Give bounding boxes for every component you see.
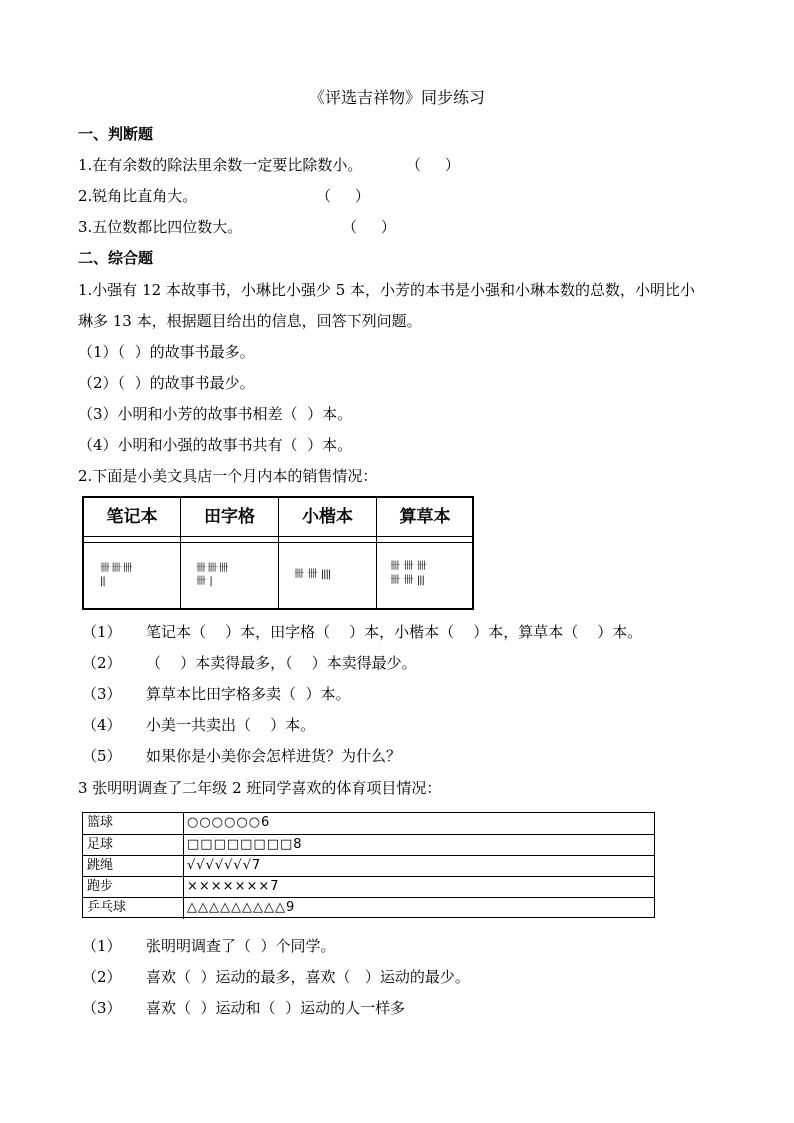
q1-sub-3: （3）小明和小芳的故事书相差（ ）本。 [78,405,353,423]
q2-sub-4-label: （4） [82,716,122,734]
table-row [83,876,654,898]
q1-line2: 琳多 13 本，根据题目给出的信息，回答下列问题。 [78,312,422,330]
q3-sub-2-text: 喜欢（ ）运动的最多，喜欢（ ）运动的最少。 [146,968,470,986]
q2-sub-5-label: （5） [82,747,122,765]
table-row [83,813,654,834]
q2-sub-5-text: 如果你是小美你会怎样进货？为什么？ [146,747,402,765]
sales-table [82,496,474,610]
judge-item-3 [78,217,242,237]
sales-header-small: 小楷本 [302,507,353,527]
sport-marks: ○○○○○○6 [187,815,271,830]
section2-heading: 二、综合题 [78,249,154,267]
tally-notebook-row2: || [100,576,105,587]
sport-marks: △△△△△△△△△9 [187,900,296,915]
sport-name: 跑步 [87,879,114,894]
sport-marks: □□□□□□□□8 [187,837,303,852]
judge-item-2 [78,186,197,206]
q2-sub-1-label: （1） [82,623,122,641]
tally-draft-row1: 卌 卌 卌 [390,561,426,572]
tally-grid-row2: 卌 | [196,576,212,587]
q2-sub-2-text: （ ）本卖得最多，（ ）本卖得最少。 [146,654,417,672]
q2-sub-4-text: 小美一共卖出（ ）本。 [146,716,316,734]
table-row [83,855,654,877]
sales-header-notebook: 笔记本 [106,507,158,527]
q2-intro: 2.下面是小美文具店一个月内本的销售情况： [78,467,378,485]
section1-heading: 一、判断题 [78,125,154,143]
q2-sub-1-text: 笔记本（ ）本，田字格（ ）本，小楷本（ ）本，算草本（ ）本。 [146,623,643,641]
page-title: 《评选吉祥物》同步练习 [308,88,485,107]
q1-sub-4: （4）小明和小强的故事书共有（ ）本。 [78,436,353,454]
q2-sub-3-label: （3） [82,685,122,703]
table-row [83,897,654,919]
judge-item-3-blank: （ ） [342,218,396,236]
q3-sub-3-text: 喜欢（ ）运动和（ ）运动的人一样多 [146,999,406,1017]
q3-sub-2-label: （2） [82,968,122,986]
q1-sub-2: （2）（ ）的故事书最少。 [78,374,255,392]
sales-header-draft: 算草本 [399,507,451,527]
sport-name: 乒乓球 [87,900,127,915]
judge-item-1 [78,155,362,175]
q3-sub-3-label: （3） [82,999,122,1017]
tally-draft-row2: 卌 卌 ||| [390,575,424,586]
q1-line1: 1.小强有 12 本故事书，小琳比小强少 5 本，小芳的本书是小强和小琳本数的总数，小明比小 [78,281,696,299]
tally-notebook-row1: 卌 卌 卌 [100,563,132,574]
judge-item-1-text: 1.在有余数的除法里余数一定要比除数小。 [78,156,363,174]
judge-item-2-blank: （ ） [316,187,370,205]
sport-name: 篮球 [87,815,114,830]
sport-name: 足球 [87,837,114,852]
tally-grid-row1: 卌 卌 卌 [196,563,228,574]
q3-sub-1-text: 张明明调查了（ ）个同学。 [146,937,336,955]
tally-small-row1: 卌 卌 |||| [294,569,331,580]
q2-sub-3-text: 算草本比田字格多卖（ ）本。 [146,685,351,703]
judge-item-2-text: 2.锐角比直角大。 [78,187,198,205]
sport-name: 跳绳 [87,858,114,873]
q3-sub-1-label: （1） [82,937,122,955]
sport-marks: ×××××××7 [187,879,280,894]
q3-intro: 3 张明明调查了二年级 2 班同学喜欢的体育项目情况： [78,779,442,797]
table-row [83,834,654,856]
sport-marks: √√√√√√√7 [187,858,262,873]
sales-header-grid: 田字格 [204,507,255,527]
q1-sub-1: （1）（ ）的故事书最多。 [78,343,255,361]
q2-sub-2-label: （2） [82,654,122,672]
sports-table [82,812,655,918]
judge-item-1-blank: （ ） [406,156,460,174]
judge-item-3-text: 3.五位数都比四位数大。 [78,218,243,236]
